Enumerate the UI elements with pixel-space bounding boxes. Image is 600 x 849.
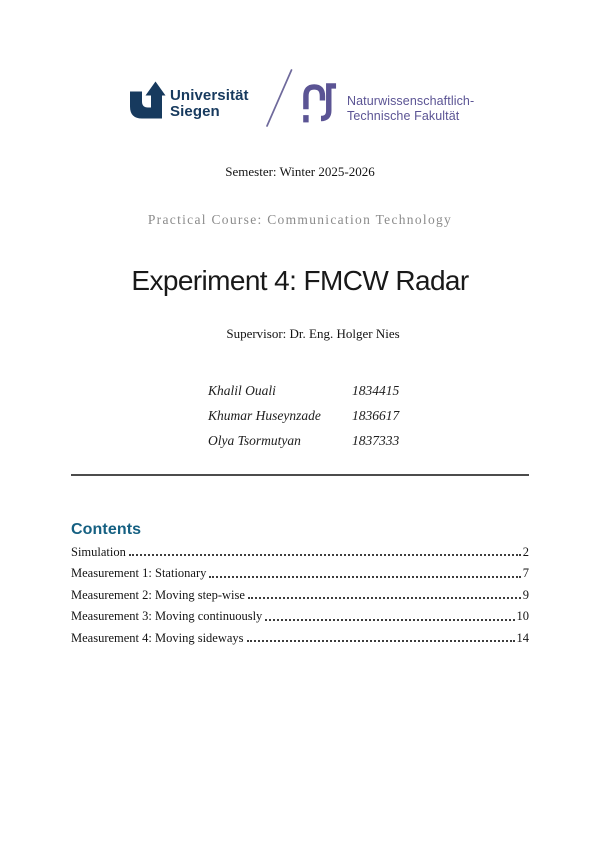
faculty-name-line1: Naturwissenschaftlich- (347, 94, 475, 108)
toc-page-number[interactable]: 7 (522, 566, 529, 581)
toc-page-number[interactable]: 10 (516, 609, 529, 624)
toc-dot-leader (265, 619, 514, 621)
author-name: Khumar Huseynzade (208, 408, 321, 423)
university-name-line1: Universität (170, 87, 249, 104)
nt-monogram-icon (303, 80, 338, 123)
toc-entry[interactable] (71, 585, 529, 606)
author-row (208, 378, 408, 403)
toc-dot-leader (248, 597, 521, 599)
toc-entry-label[interactable]: Simulation (71, 545, 126, 559)
contents-heading: Contents (71, 521, 142, 538)
authors-table (208, 378, 408, 453)
supervisor-line: Supervisor: Dr. Eng. Holger Nies (226, 326, 400, 341)
toc-entry[interactable] (71, 542, 529, 563)
author-name: Khalil Ouali (208, 383, 276, 398)
toc-entry-label[interactable]: Measurement 4: Moving sideways (71, 630, 244, 645)
author-name: Olya Tsormutyan (208, 433, 301, 448)
toc-page-number[interactable]: 2 (522, 545, 529, 559)
author-row (208, 403, 408, 428)
semester-line: Semester: Winter 2025-2026 (225, 164, 375, 179)
toc-page-number[interactable]: 9 (522, 587, 529, 602)
toc-entry-label[interactable]: Measurement 1: Stationary (71, 566, 207, 581)
university-name-line2: Siegen (170, 103, 220, 120)
author-student-id: 1837333 (352, 433, 400, 448)
toc-entry[interactable] (71, 563, 529, 584)
author-student-id: 1834415 (352, 383, 400, 398)
page-title: Experiment 4: FMCW Radar (131, 265, 469, 296)
toc-page-number[interactable]: 14 (516, 630, 529, 645)
toc-dot-leader (247, 640, 515, 642)
faculty-name-line2: Technische Fakultät (347, 108, 460, 123)
toc-dot-leader (209, 576, 520, 578)
faculty-logo-text (347, 94, 474, 123)
toc-dot-leader (129, 554, 521, 556)
header-logo-band (0, 0, 600, 150)
toc-entry-label[interactable]: Measurement 3: Moving continuously (71, 609, 263, 624)
toc-entry-label[interactable]: Measurement 2: Moving step-wise (71, 587, 245, 602)
siegen-u-arrow-icon (128, 80, 167, 122)
table-of-contents (71, 542, 529, 649)
university-logo-text (170, 88, 249, 120)
course-line: Practical Course: Communication Technology (147, 212, 453, 227)
divider-rule (71, 474, 529, 476)
author-student-id: 1836617 (352, 408, 400, 423)
toc-entry[interactable] (71, 606, 529, 627)
author-row (208, 428, 408, 453)
toc-entry[interactable] (71, 628, 529, 649)
slash-divider-icon (265, 69, 293, 127)
